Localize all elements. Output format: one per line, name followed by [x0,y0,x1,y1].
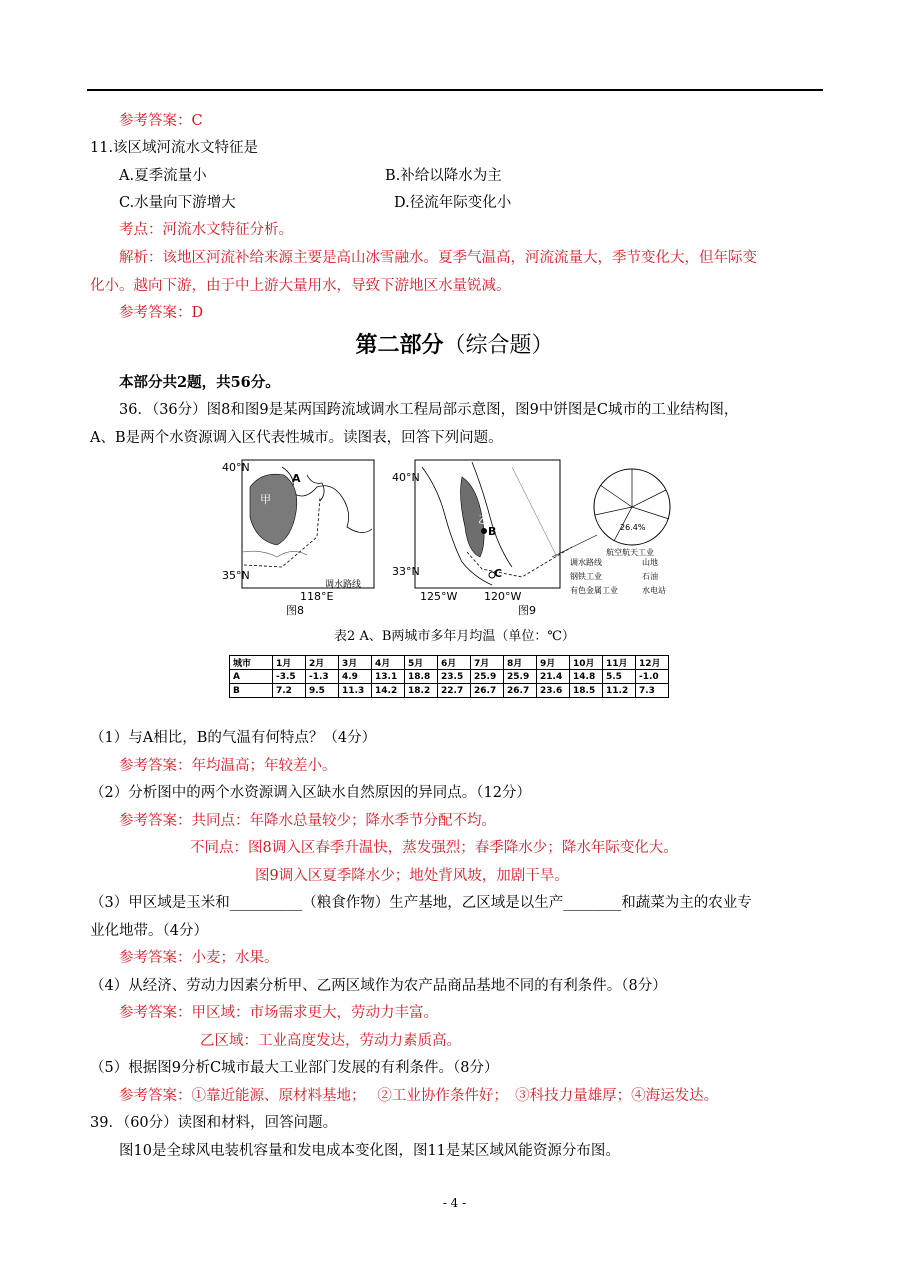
q11-answer: 参考答案：D [119,305,204,321]
table-cell: 11.2 [603,684,636,698]
page-number: - 4 - [442,1196,467,1210]
fig8-lon118: 118°E [300,590,334,603]
sub2-question: （2）分析图中的两个水资源调入区缺水自然原因的异同点。（12分） [90,785,531,801]
part-title-sub: （综合题） [443,333,554,358]
table-cell: 4.9 [339,670,372,684]
option-d: D.径流年际变化小 [394,195,512,211]
label-yi: 乙 [478,513,489,526]
table-header-cell: 城市 [230,656,273,670]
table-cell: -3.5 [273,670,306,684]
table-header-cell: 3月 [339,656,372,670]
table-row [230,684,669,698]
sub3-question-2: 业化地带。（4分） [90,923,208,939]
table-cell: A [230,670,273,684]
sub4-question: （4）从经济、劳动力因素分析甲、乙两区域作为农产品商品基地不同的有利条件。（8分） [90,978,667,994]
q11-point: 考点：河流水文特征分析。 [119,222,293,238]
table-header-cell: 12月 [636,656,669,670]
sub2-answer-1: 参考答案：共同点：年降水总量较少；降水季节分配不均。 [119,813,496,829]
sub1-answer: 参考答案：年均温高；年较差小。 [119,758,337,774]
fig9-lat33: 33°N [392,565,420,578]
part-title-main: 第二部分 [355,332,444,358]
label-c: C [494,567,503,580]
table-cell: 7.3 [636,684,669,698]
sub5-answer: 参考答案：①靠近能源、原材料基地； ②工业协作条件好； ③科技力量雄厚；④海运发达。 [119,1088,719,1104]
figures-8-9 [222,457,692,627]
header-rule [87,89,823,91]
question-11: 11.该区域河流水文特征是 [90,140,259,156]
legend-route: 调水路线 [570,558,602,567]
q36-line-1: 36．（36分）图8和图9是某两国跨流域调水工程局部示意图，图9中饼图是C城市的工业结构图， [119,402,739,418]
q11-explain-1: 解析：该地区河流补给来源主要是高山冰雪融水。夏季气温高，河流流量大，季节变化大，但年际变 [119,250,757,266]
table-cell: 26.7 [504,684,537,698]
table-cell: 22.7 [438,684,471,698]
table-cell: -1.3 [306,670,339,684]
table-cell: B [230,684,273,698]
fig9-lon125: 125°W [420,590,458,603]
legend-oil: 石油 [642,572,658,581]
option-b: B.补给以降水为主 [385,168,502,184]
table-cell: 13.1 [372,670,405,684]
question-39-desc: 图10是全球风电装机容量和发电成本变化图，图11是某区域风能资源分布图。 [119,1143,620,1159]
sub1-question: （1）与A相比，B的气温有何特点？（4分） [90,730,377,746]
table-cell: 18.5 [570,684,603,698]
fig8-caption: 图8 [286,604,304,617]
sub4-answer-2: 乙区域：工业高度发达，劳动力素质高。 [200,1033,461,1049]
sub3-answer: 参考答案：小麦；水果。 [119,950,279,966]
table-cell: -1.0 [636,670,669,684]
fig9-caption: 图9 [518,604,536,617]
table-cell: 18.2 [405,684,438,698]
part-note: 本部分共2题，共56分。 [119,374,280,391]
pie-caption: 航空航天工业 [606,548,654,557]
table-cell: 14.2 [372,684,405,698]
legend-hydro: 水电站 [642,586,666,595]
table-header-cell: 5月 [405,656,438,670]
table-header-cell: 9月 [537,656,570,670]
q36-line-2: A、B是两个水资源调入区代表性城市。读图表，回答下列问题。 [90,430,503,446]
legend-metal: 有色金属工业 [570,586,618,595]
table-row [230,670,669,684]
option-a: A.夏季流量小 [119,168,207,184]
legend-mountain: 山地 [642,558,658,567]
table-cell: 21.4 [537,670,570,684]
fig8-lat40: 40°N [222,461,250,474]
sub4-answer-1: 参考答案：甲区域：市场需求更大，劳动力丰富。 [119,1005,438,1021]
legend-steel: 钢铁工业 [570,572,602,581]
fig9-lat40: 40°N [392,471,420,484]
table-caption: 表2 A、B两城市多年月均温（单位：℃） [334,629,575,644]
fig8-lat35: 35°N [222,569,250,582]
table-cell: 23.6 [537,684,570,698]
table-header-cell: 7月 [471,656,504,670]
sub2-answer-2: 不同点：图8调入区春季升温快，蒸发强烈；春季降水少；降水年际变化大。 [190,840,678,856]
table-cell: 5.5 [603,670,636,684]
sub2-answer-3: 图9调入区夏季降水少；地处背风坡，加剧干旱。 [255,868,569,884]
table-cell: 7.2 [273,684,306,698]
table-cell: 18.8 [405,670,438,684]
label-jia: 甲 [260,493,271,506]
table-cell: 25.9 [471,670,504,684]
fig9-lon120: 120°W [484,590,522,603]
sub3-question-1: （3）甲区域是玉米和__________（粮食作物）生产基地，乙区域是以生产________和蔬菜为主的农业专 [90,895,752,911]
q11-explain-2: 化小。越向下游，由于中上游大量用水，导致下游地区水量锐减。 [90,278,511,294]
table-cell: 11.3 [339,684,372,698]
option-c: C.水量向下游增大 [119,195,236,211]
table-cell: 9.5 [306,684,339,698]
pie-pct: 26.4% [620,523,646,532]
table-header-cell: 11月 [603,656,636,670]
table-header-cell: 10月 [570,656,603,670]
table-cell: 25.9 [504,670,537,684]
table-header-cell: 2月 [306,656,339,670]
table-header-cell: 6月 [438,656,471,670]
part-title [0,330,909,361]
label-a: A [292,472,301,485]
table-header-cell: 4月 [372,656,405,670]
table-header-cell: 1月 [273,656,306,670]
temperature-table [229,655,669,698]
table-cell: 26.7 [471,684,504,698]
table-header-row [230,656,669,670]
table-cell: 14.8 [570,670,603,684]
table-header-cell: 8月 [504,656,537,670]
table-cell: 23.5 [438,670,471,684]
question-39: 39．（60分）读图和材料，回答问题。 [90,1115,338,1131]
sub5-question: （5）根据图9分析C城市最大工业部门发展的有利条件。（8分） [90,1060,499,1076]
answer-prev: 参考答案：C [119,113,203,129]
label-b: B [488,525,497,538]
fig8-legend: 调水路线 [325,580,362,590]
